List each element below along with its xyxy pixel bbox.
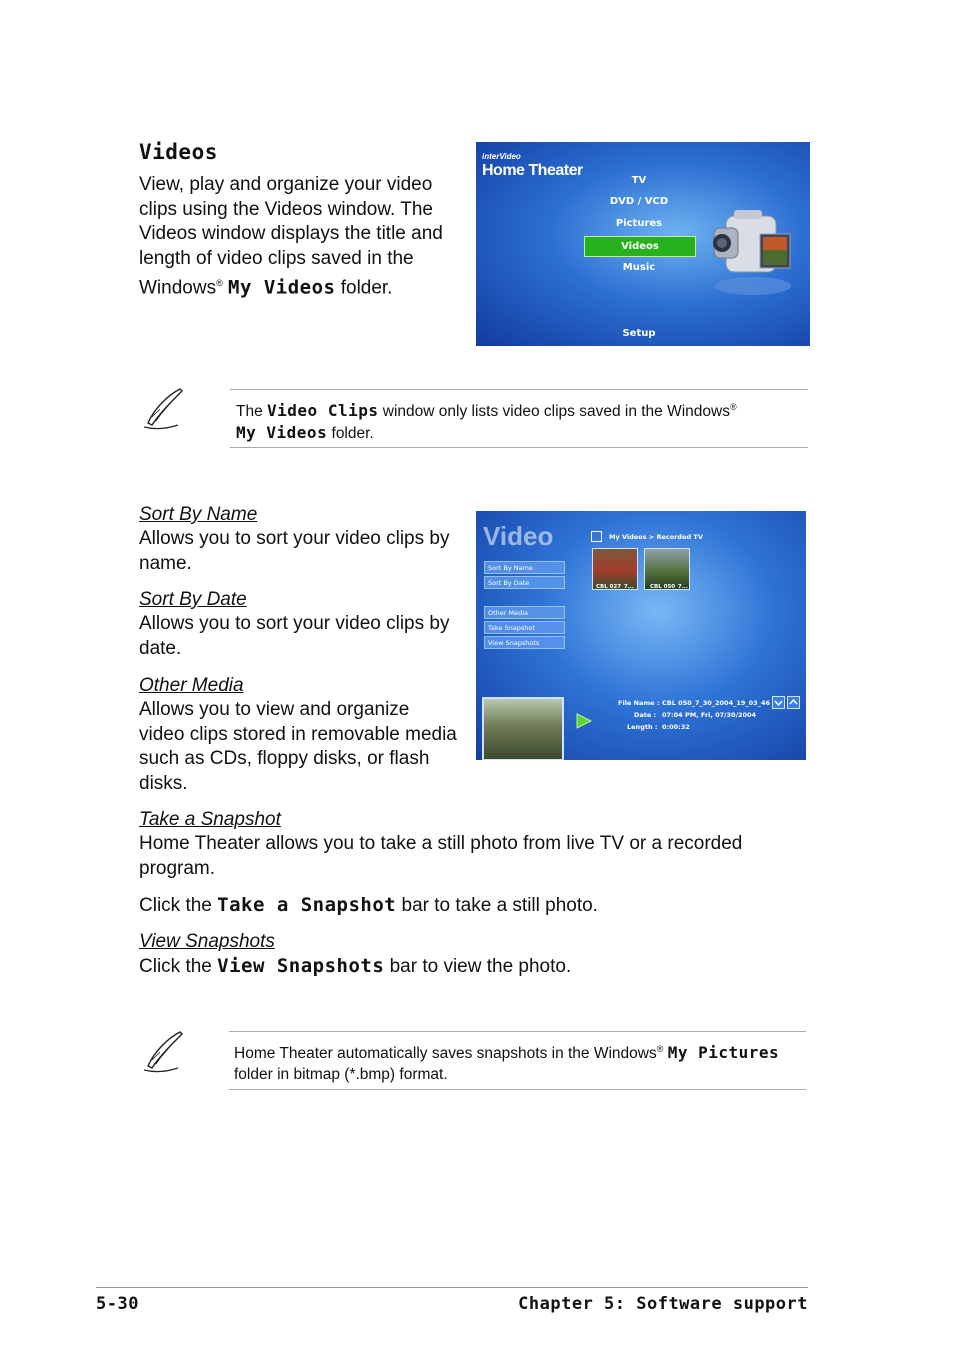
- intro-text: View, play and organize your video clips using the Videos window. The Videos window displays the title and length of video clips saved in the Windows: [139, 174, 443, 299]
- take-snapshot-click: [139, 893, 799, 919]
- sort-by-name-button[interactable]: Sort By Name: [484, 561, 565, 574]
- play-icon[interactable]: [575, 712, 593, 730]
- other-media-title: Other Media: [139, 675, 244, 696]
- view-snapshots-button[interactable]: View Snapshots: [484, 636, 565, 649]
- take-snapshot-title: Take a Snapshot: [139, 809, 281, 830]
- chevron-up-icon[interactable]: [787, 696, 800, 709]
- take-snapshot-bar-name: Take a Snapshot: [217, 894, 397, 916]
- note2-post: folder in bitmap (*.bmp) format.: [234, 1066, 448, 1084]
- note1-bottom-rule: [230, 447, 808, 448]
- home-theater-logo: Home Theater: [482, 162, 583, 179]
- other-media-button[interactable]: Other Media: [484, 606, 565, 619]
- note2-bottom-rule: [229, 1089, 806, 1090]
- thumbnail-label: CBL 050_7...: [650, 584, 688, 590]
- page-number: 5-30: [96, 1294, 139, 1314]
- menu-tv[interactable]: TV: [631, 175, 647, 186]
- chapter-title: Chapter 5: Software support: [518, 1294, 808, 1314]
- menu-music[interactable]: Music: [622, 262, 656, 273]
- pen-note-icon: [140, 1030, 186, 1074]
- my-videos-folder: My Videos: [228, 276, 336, 299]
- sort-by-date-text: Allows you to sort your video clips by date.: [139, 613, 450, 659]
- file-name-value: CBL 050_7_30_2004_19_03_46: [662, 699, 770, 707]
- sort-by-date-button[interactable]: Sort By Date: [484, 576, 565, 589]
- note2-top-rule: [229, 1031, 806, 1032]
- snap-click-pre: Click the: [139, 895, 218, 916]
- other-media-text: Allows you to view and organize video clips stored in removable media such as CDs, floppy disks, or flash disks.: [139, 699, 457, 794]
- view-click-post: bar to view the photo.: [384, 956, 572, 977]
- snap-click-post: bar to take a still photo.: [396, 895, 598, 916]
- menu-videos[interactable]: Videos: [584, 236, 696, 257]
- note1-pre: The: [236, 403, 268, 421]
- take-snapshot-text: Home Theater allows you to take a still photo from live TV or a recorded program.: [139, 833, 743, 879]
- intro-text-end: folder.: [335, 277, 393, 299]
- preview-frame: [482, 697, 564, 760]
- note2-registered: ®: [656, 1044, 664, 1054]
- note1-registered: ®: [729, 402, 737, 412]
- note1-post: folder.: [327, 425, 374, 443]
- note2-text: [234, 1039, 802, 1085]
- sort-by-name-text: Allows you to sort your video clips by name.: [139, 528, 450, 574]
- video-window-title: Video: [483, 521, 554, 551]
- menu-setup[interactable]: Setup: [622, 328, 656, 339]
- view-snapshots-click: [139, 954, 799, 980]
- note2-pre: Home Theater automatically saves snapshots in the Windows: [234, 1045, 657, 1063]
- footer-rule: [96, 1287, 808, 1288]
- note1-mid: window only lists video clips saved in the Windows: [378, 403, 730, 421]
- length-label: Length :: [627, 723, 658, 731]
- video-window-screenshot: [476, 511, 806, 760]
- note1-text: [236, 397, 804, 444]
- menu-dvd-vcd[interactable]: DVD / VCD: [609, 196, 669, 207]
- date-value: 07:04 PM, Fri, 07/30/2004: [662, 711, 757, 719]
- intro-paragraph: [139, 173, 451, 301]
- note1-my-videos: My Videos: [236, 423, 328, 443]
- sort-by-name-title: Sort By Name: [139, 504, 258, 525]
- interVideo-logo: interVideo: [482, 152, 521, 161]
- pen-note-icon: [140, 387, 186, 431]
- length-value: 0:00:32: [662, 723, 690, 731]
- note1-video-clips: Video Clips: [267, 401, 379, 421]
- select-all-checkbox[interactable]: [591, 531, 602, 542]
- thumbnail-label: CBL 027_7...: [596, 584, 634, 590]
- home-theater-screenshot: [476, 142, 810, 346]
- file-name-label: File Name :: [618, 699, 660, 707]
- view-snapshots-title: View Snapshots: [139, 931, 275, 952]
- take-snapshot-button[interactable]: Take Snapshot: [484, 621, 565, 634]
- section-title: Videos: [139, 140, 218, 164]
- note1-top-rule: [230, 389, 808, 390]
- breadcrumb: My Videos > Recorded TV: [609, 533, 703, 541]
- note2-my-pictures: My Pictures: [667, 1043, 780, 1063]
- chevron-down-icon[interactable]: [772, 696, 785, 709]
- sort-by-date-title: Sort By Date: [139, 589, 247, 610]
- registered-mark: ®: [216, 278, 223, 288]
- view-click-pre: Click the: [139, 956, 218, 977]
- view-snapshots-bar-name: View Snapshots: [217, 955, 385, 977]
- menu-pictures[interactable]: Pictures: [615, 218, 663, 229]
- date-label: Date :: [634, 711, 657, 719]
- camcorder-icon: [708, 206, 798, 298]
